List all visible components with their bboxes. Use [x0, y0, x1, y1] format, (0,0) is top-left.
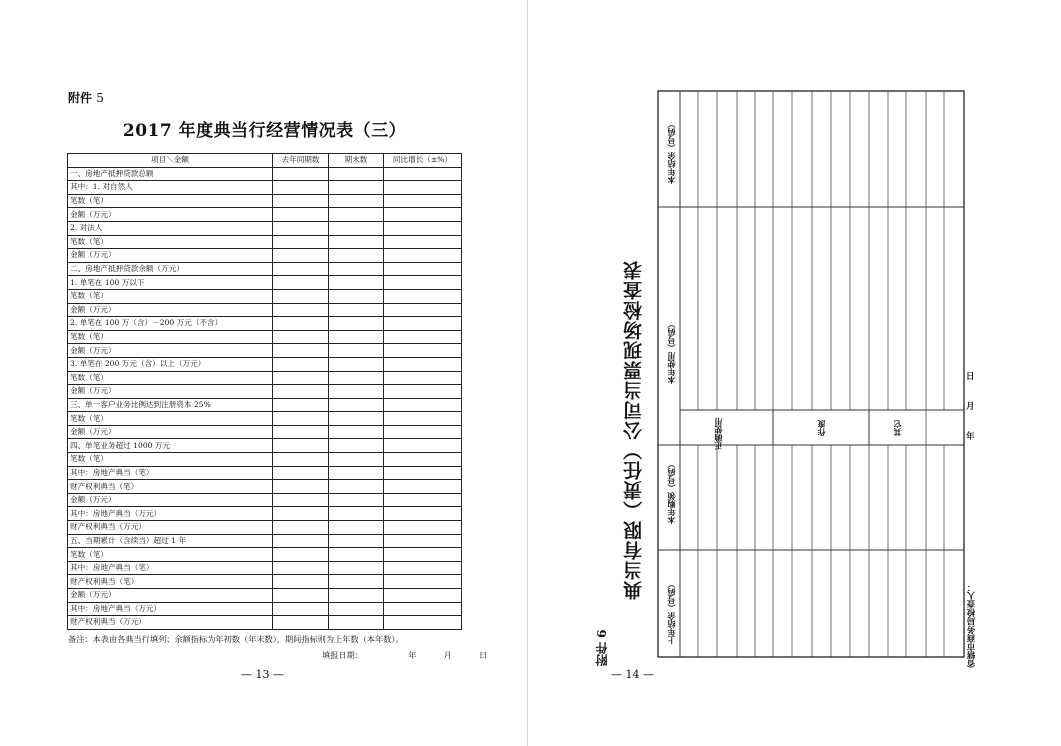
grid-outer-border — [658, 91, 964, 657]
row-label: 财产权利典当（笔） — [68, 480, 273, 494]
page-number-left: — 13 — — [241, 668, 284, 681]
header-current-balance: 本年结余（号码） — [666, 120, 676, 184]
subheader-other: 其它 — [892, 420, 902, 436]
row-label: 金额（万元） — [68, 589, 273, 603]
row-label: 金额（万元） — [68, 493, 273, 507]
row-label: 二、房地产抵押贷款余额（万元） — [68, 262, 273, 276]
day-label: 日 — [479, 650, 488, 660]
row-label: 金额（万元） — [68, 208, 273, 222]
row-label: 2. 单笔在 100 万（含）－200 万元（不含） — [68, 317, 273, 331]
row-label: 其中：房地产典当（笔） — [68, 561, 273, 575]
page-title-right: 典当有限（责任）公司当票现场检查表 — [623, 260, 645, 600]
row-label: 1. 单笔在 100 万以下 — [68, 276, 273, 290]
row-label: 金额（万元） — [68, 249, 273, 263]
header-purchased: 本年购领（号码） — [666, 460, 676, 524]
annex-number: 5 — [96, 91, 104, 105]
column-header: 同比增长（±%） — [384, 154, 462, 168]
table-note: 备注：本表由各典当行填列；余额指标为年初数（年末数），期间指标则为上年数（本年数）。 — [68, 634, 404, 644]
row-label: 笔数（笔） — [68, 453, 273, 467]
column-header: 去年同期数 — [273, 154, 329, 168]
row-label: 金额（万元） — [68, 303, 273, 317]
column-header: 期末数 — [329, 154, 384, 168]
row-label: 其中：1. 对自然人 — [68, 181, 273, 195]
day-label-right: 日 — [966, 372, 975, 382]
row-label: 三、单一客户业务比例达到注册资本 25% — [68, 398, 273, 412]
row-label: 笔数（笔） — [68, 235, 273, 249]
annex-label-right: 附件 6 — [595, 629, 609, 666]
page-number-right: — 14 — — [611, 668, 654, 681]
annex-label-text: 附件 — [68, 91, 93, 105]
row-label: 笔数（笔） — [68, 412, 273, 426]
row-label: 笔数（笔） — [68, 289, 273, 303]
header-used: 本年使用（号码） — [666, 320, 676, 384]
row-label: 其中：房地产典当（万元） — [68, 507, 273, 521]
row-label: 笔数（笔） — [68, 548, 273, 562]
row-label: 笔数（笔） — [68, 330, 273, 344]
row-label: 其中：房地产典当（笔） — [68, 466, 273, 480]
row-label: 财产权利典当（笔） — [68, 575, 273, 589]
row-label: 财产权利典当（万元） — [68, 521, 273, 535]
subheader-void: 作废 — [816, 420, 826, 436]
row-label: 金额（万元） — [68, 425, 273, 439]
row-label: 3. 单笔在 200 万元（含）以上（万元） — [68, 357, 273, 371]
row-label: 金额（万元） — [68, 385, 273, 399]
row-label: 五、当期累计（含续当）超过 1 年 — [68, 534, 273, 548]
header-prev-balance: 上年结余（号码） — [666, 580, 676, 644]
year-label-right: 年 — [966, 432, 975, 442]
month-label: 月 — [443, 650, 452, 660]
row-label: 笔数（笔） — [68, 371, 273, 385]
row-label: 笔数（笔） — [68, 194, 273, 208]
subheader-correct-use: 正确使用 — [713, 418, 723, 450]
row-label: 其中：房地产典当（万元） — [68, 602, 273, 616]
row-label: 四、单笔业务超过 1000 万元 — [68, 439, 273, 453]
row-label: 财产权利典当（万元） — [68, 616, 273, 630]
row-label: 一、房地产抵押贷款总额 — [68, 167, 273, 181]
page-title-left: 2017 年度典当行经营情况表（三） — [122, 121, 407, 141]
row-label: 金额（万元） — [68, 344, 273, 358]
year-label: 年 — [408, 650, 417, 660]
row-label: 2. 对法人 — [68, 221, 273, 235]
inspector-label: 省辖市商务局检查人： — [967, 583, 977, 668]
fill-date-label: 填报日期： — [322, 650, 363, 660]
month-label-right: 月 — [966, 402, 975, 412]
column-header: 项目＼金额 — [68, 154, 273, 168]
